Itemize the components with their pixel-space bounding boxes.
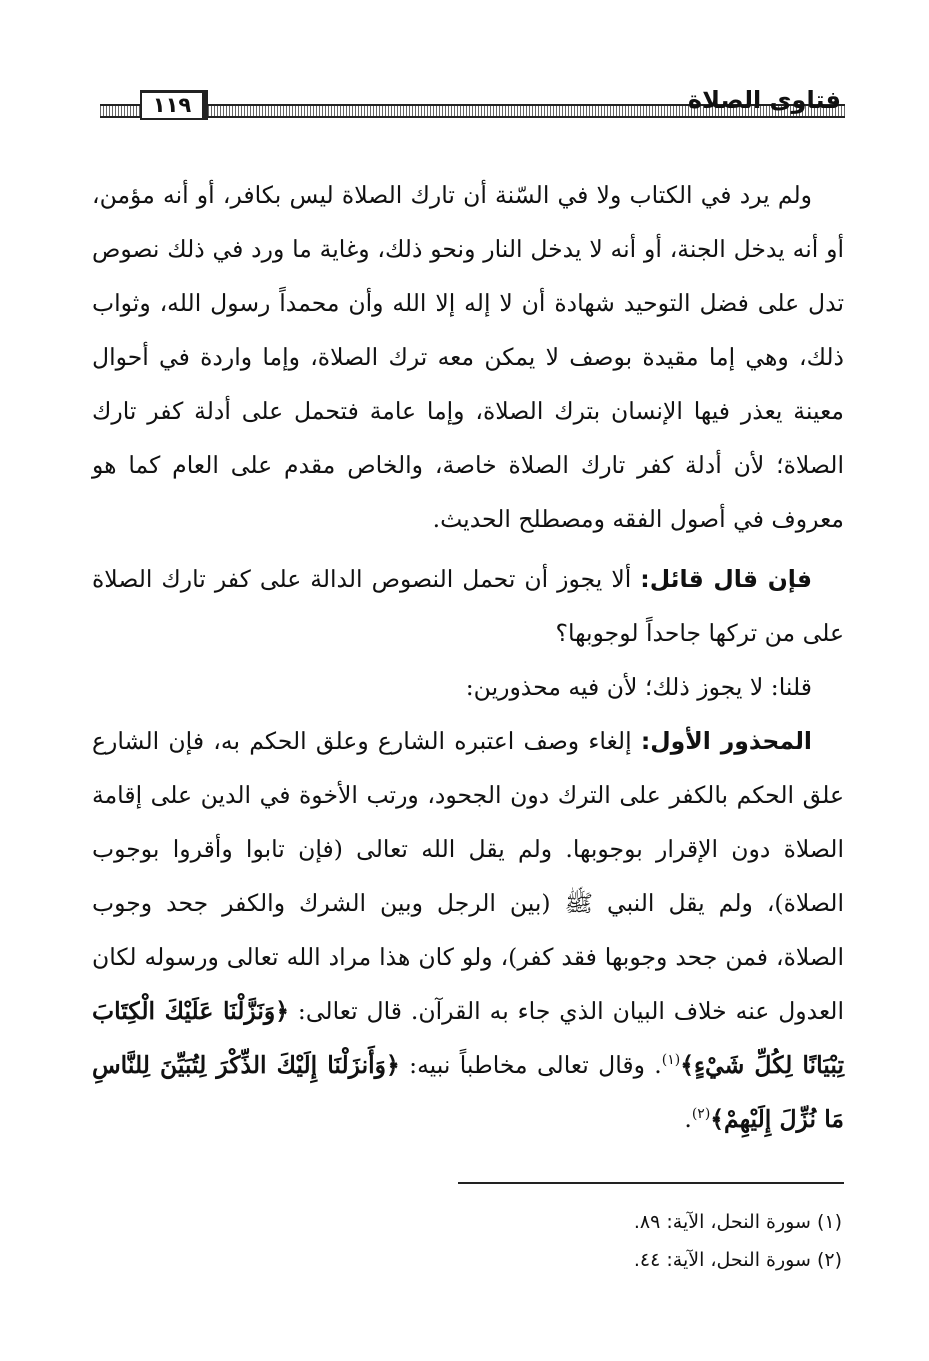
footnote-1: (١) سورة النحل، الآية: ٨٩. [633,1211,842,1233]
footnote-2: (٢) سورة النحل، الآية: ٤٤. [633,1249,842,1271]
quran-verse-2: ﴿وَأَنزَلْنَا إِلَيْكَ الذِّكْرَ لِتُبَيِّنَ لِلنَّاسِ مَا نُزِّلَ إِلَيْهِمْ﴾ [92,1051,844,1133]
answer-paragraph: قلنا: لا يجوز ذلك؛ لأن فيه محذورين: [465,673,812,701]
book-title: فتاوى الصلاة [687,86,841,114]
footnotes [92,1203,844,1279]
first-concern-text: إلغاء وصف اعتبره الشارع وعلق الحكم به، فإن الشارع علق الحكم بالكفر على الترك دون الجحود، ورتب الأخوة في الدين على إقامة الصلاة دون الإقرار بوجوبها. ولم يقل الله تعالى (فإن تابوا وأقروا بوجوب الصلاة)، ولم يقل النبي ﷺ (بين الرجل وبين الشرك والكفر جحد وجوب الصلاة، فمن جحد وجوبها فقد كفر)، ولو كان هذا مراد الله تعالى ورسوله لكان العدول عنه خلاف البيان الذي جاء به القرآن. قال تعالى: [92,727,845,1025]
footnote-ref-2[interactable]: (٢) [691,1106,711,1123]
page-number-box [140,90,204,120]
paragraph-1: ولم يرد في الكتاب ولا في السّنة أن تارك الصلاة ليس بكافر، أو أنه مؤمن، أو أنه يدخل الجنة، أو أنه لا يدخل النار ونحو ذلك، وغاية ما ورد في ذلك نصوص تدل على فضل التوحيد شهادة أن لا إله إلا الله وأن محمداً رسول الله، وثواب ذلك، وهي إما مقيدة بوصف لا يمكن معه ترك الصلاة، وإما واردة في أحوال معينة يعذر فيها الإنسان بترك الصلاة، وإما عامة فتحمل على أدلة كفر تارك الصلاة؛ لأن أدلة كفر تارك الصلاة خاصة، والخاص مقدم على العام كما هو معروف في أصول الفقه ومصطلح الحديث. [92,181,844,533]
quran-verse-1: ﴿وَنَزَّلْنَا عَلَيْكَ الْكِتَابَ تِبْيَانًا لِكُلِّ شَيْءٍ﴾ [92,997,844,1079]
question-text: ألا يجوز أن تحمل النصوص الدالة على كفر تارك الصلاة على من تركها جاحداً لوجوبها؟ [92,565,844,647]
first-concern-lead: المحذور الأول: [640,727,812,755]
footnote-separator [458,1182,844,1184]
question-lead: فإن قال قائل: [640,565,812,593]
running-header [0,0,929,140]
page-body [92,168,844,1146]
first-concern-mid: . وقال تعالى مخاطباً نبيه: [399,1051,662,1079]
question-paragraph [92,552,844,660]
first-concern-paragraph [92,714,844,1146]
footnote-ref-1[interactable]: (١) [661,1052,681,1069]
page-number: ١١٩ [152,93,192,117]
first-concern-end: . [684,1105,692,1133]
